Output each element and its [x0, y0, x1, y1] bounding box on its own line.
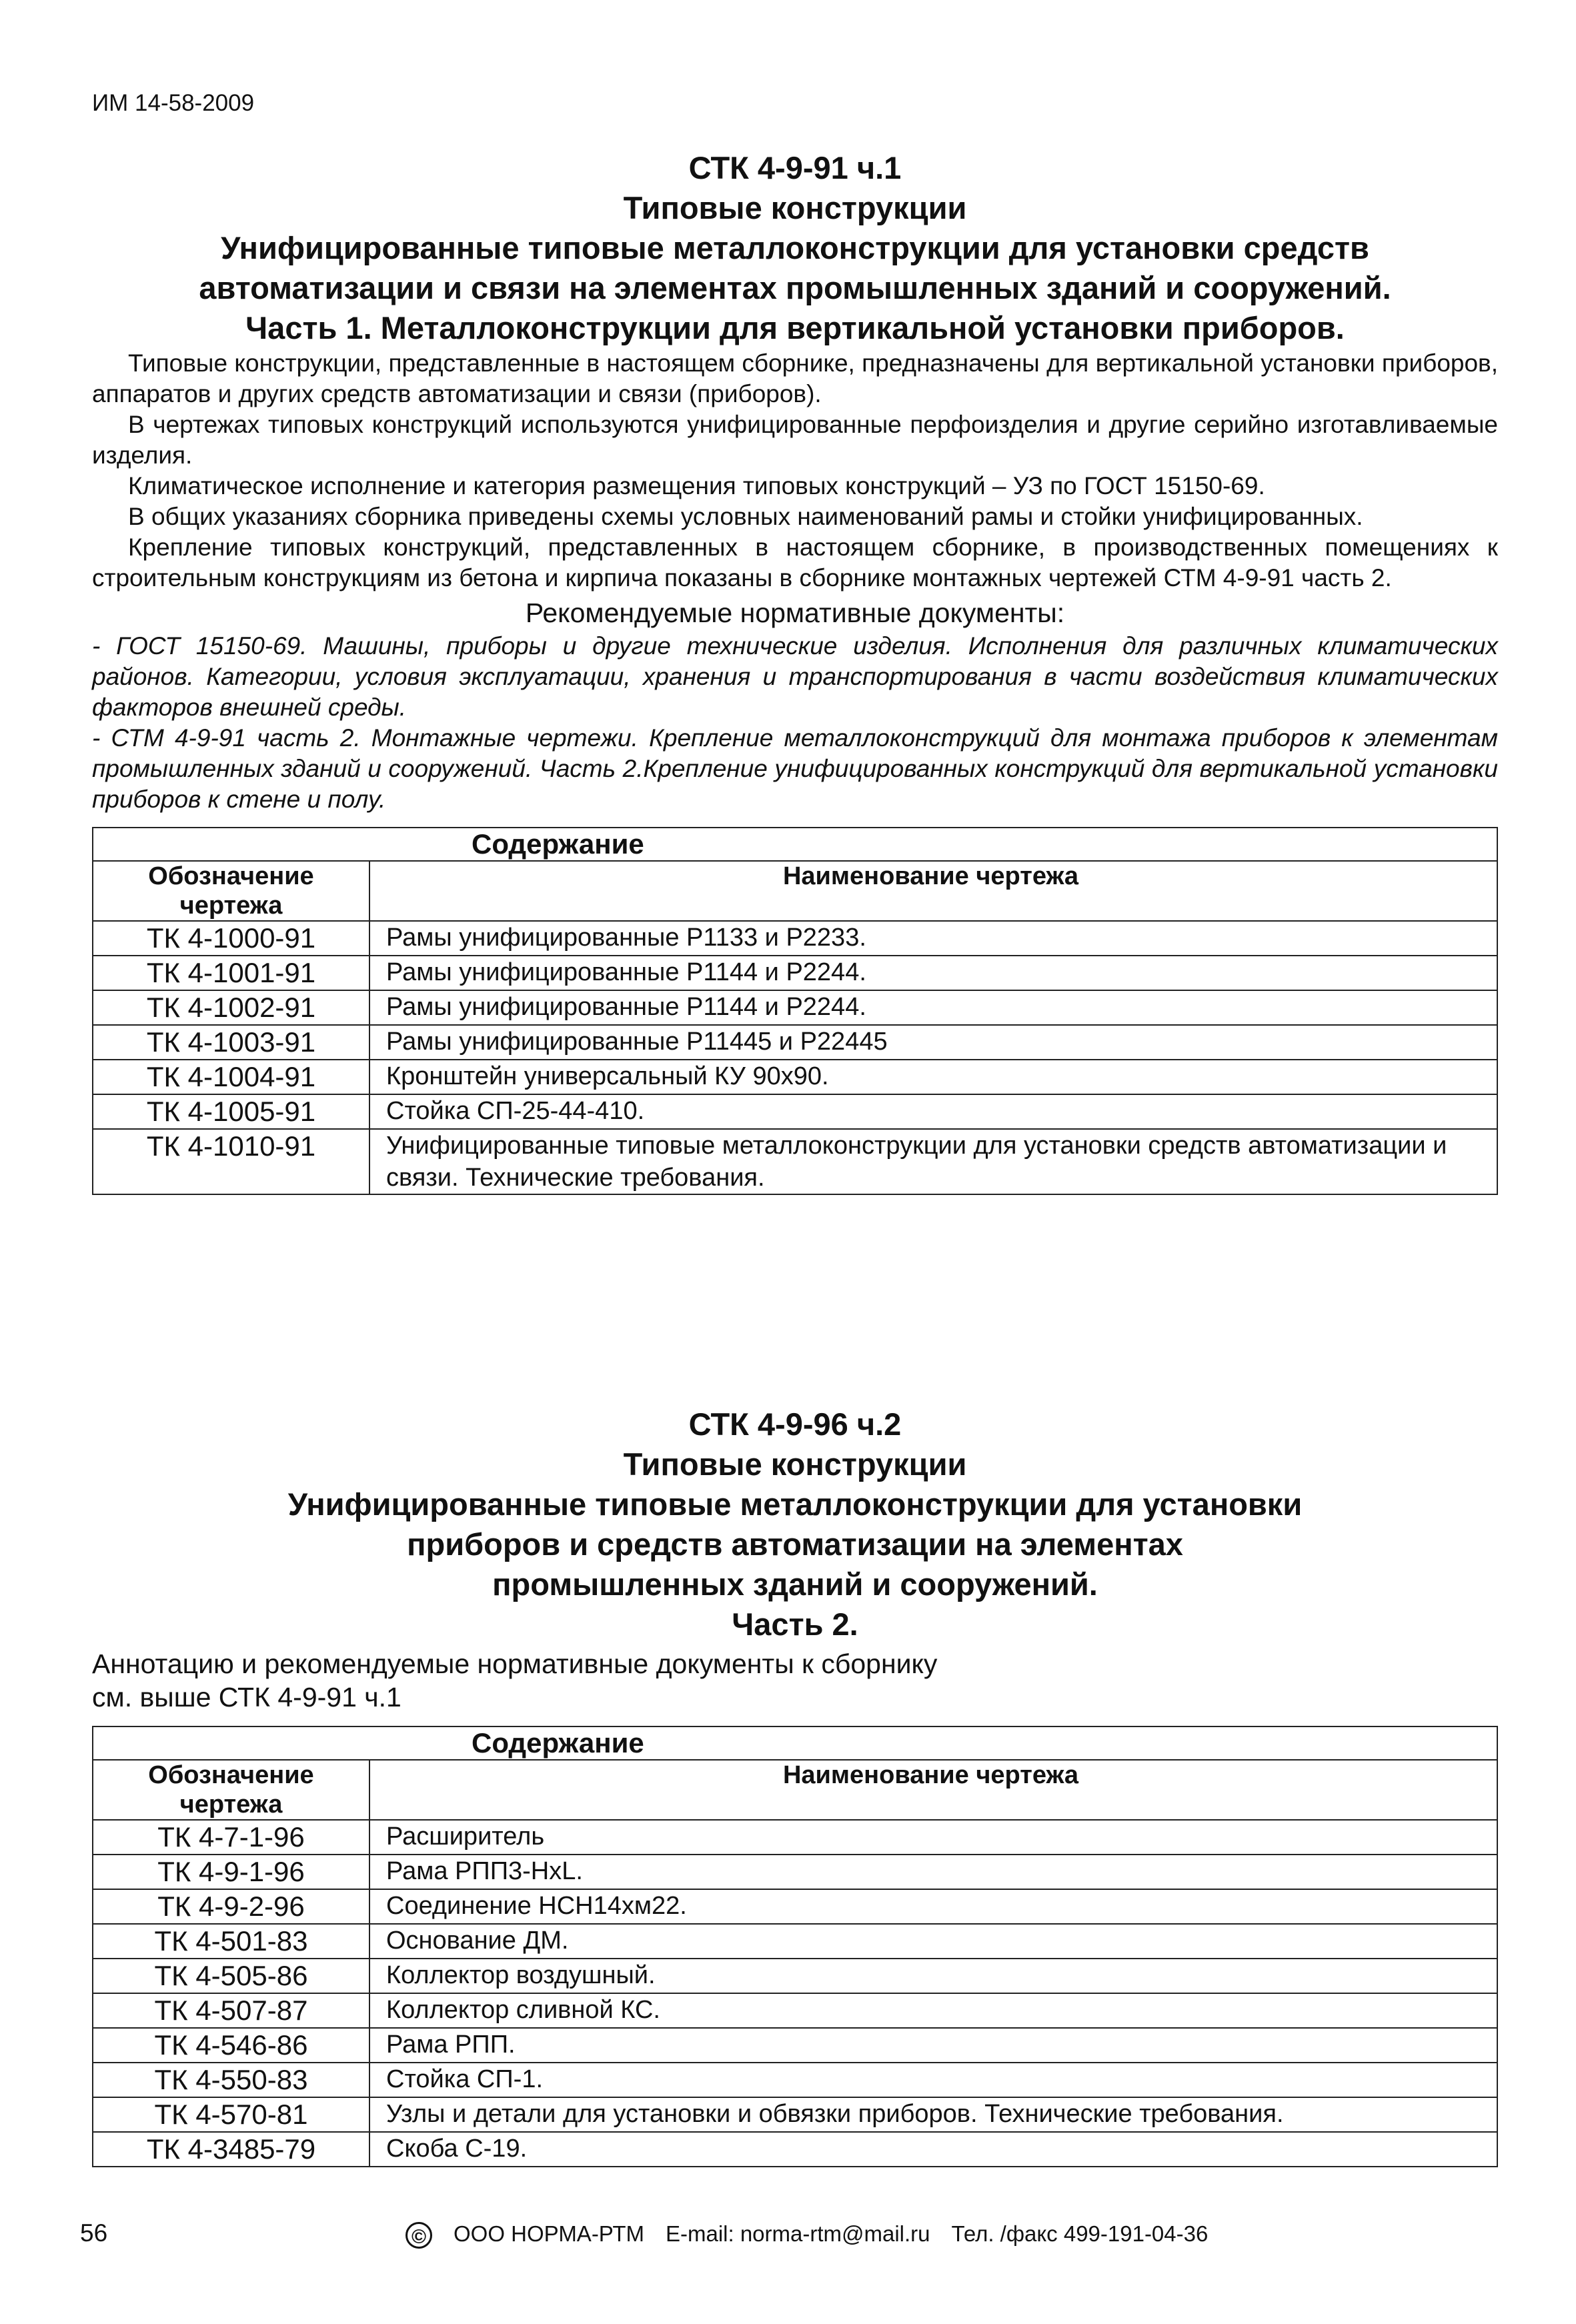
header-line: Типовые конструкции	[623, 190, 967, 225]
column-header-code: Обозначение чертежа	[93, 861, 369, 921]
contents-table	[92, 827, 1498, 1195]
table-caption: Содержание	[93, 1726, 1497, 1760]
drawing-name: Коллектор воздушный.	[369, 1959, 1497, 1993]
footer-email: E-mail: norma-rtm@mail.ru	[665, 2221, 930, 2246]
drawing-code: ТК 4-1005-91	[93, 1094, 369, 1129]
recommended-doc: - ГОСТ 15150-69. Машины, приборы и другие технические изделия. Исполнения для различных климатических районов. Категории, условия эксплуатации, хранения и транспортирования в части воздействия климатических факторов внешней среды.	[92, 632, 1498, 721]
table-row	[93, 1129, 1497, 1194]
paragraph: Типовые конструкции, представленные в настоящем сборнике, предназначены для вертикальной установки приборов, аппаратов и других средств автоматизации и связи (приборов).	[92, 349, 1498, 407]
drawing-code: ТК 4-1000-91	[93, 921, 369, 956]
drawing-code: ТК 4-9-2-96	[93, 1889, 369, 1924]
drawing-name: Рамы унифицированные Р1133 и Р2233.	[369, 921, 1497, 956]
drawing-name: Стойка СП-25-44-410.	[369, 1094, 1497, 1129]
drawing-name: Основание ДМ.	[369, 1924, 1497, 1959]
drawing-code: ТК 4-3485-79	[93, 2132, 369, 2167]
annotation-line: Аннотацию и рекомендуемые нормативные документы к сборнику	[92, 1648, 938, 1679]
drawing-code: ТК 4-1010-91	[93, 1129, 369, 1194]
table-row	[93, 1025, 1497, 1060]
header-line: Типовые конструкции	[623, 1446, 967, 1482]
header-line: приборов и средств автоматизации на элементах	[407, 1526, 1183, 1562]
drawing-code: ТК 4-1003-91	[93, 1025, 369, 1060]
table-row	[93, 2063, 1497, 2097]
paragraph: В общих указаниях сборника приведены схемы условных наименований рамы и стойки унифицированных.	[128, 503, 1363, 530]
table-row	[93, 990, 1497, 1025]
section-header	[92, 1404, 1498, 1644]
drawing-code: ТК 4-570-81	[93, 2097, 369, 2132]
table-row	[93, 1820, 1497, 1855]
recommended-doc: - СТМ 4-9-91 часть 2. Монтажные чертежи. Крепление металлоконструкций для монтажа приборов к элементам промышленных зданий и сооружений. Часть 2.Крепление унифицированных конструкций для вертикальной установки приборов к стене и полу.	[92, 724, 1498, 813]
drawing-name: Унифицированные типовые металлоконструкции для установки средств автоматизации и связи. Технические требования.	[369, 1129, 1497, 1194]
column-header-name: Наименование чертежа	[369, 861, 1497, 921]
drawing-name: Рамы унифицированные Р11445 и Р22445	[369, 1025, 1497, 1060]
footer-phone: Тел. /факс 499-191-04-36	[951, 2221, 1209, 2246]
header-line: Часть 2.	[732, 1606, 858, 1642]
drawing-code: ТК 4-9-1-96	[93, 1855, 369, 1889]
section-stk-4-9-96	[92, 1404, 1498, 2167]
column-header-code: Обозначение чертежа	[93, 1760, 369, 1820]
header-line: СТК 4-9-91 ч.1	[688, 150, 902, 185]
table-row	[93, 1993, 1497, 2028]
paragraph: Крепление типовых конструкций, представленных в настоящем сборнике, в производственных помещениях к строительным конструкциям из бетона и кирпича показаны в сборнике монтажных чертежей СТМ 4-9-91 часть 2.	[92, 533, 1498, 592]
footer-copyright	[406, 2221, 1229, 2249]
annotation-line: см. выше СТК 4-9-91 ч.1	[92, 1682, 402, 1712]
table-row	[93, 2132, 1497, 2167]
table-row	[93, 2097, 1497, 2132]
header-line: Унифицированные типовые металлоконструкции для установки	[287, 1486, 1303, 1522]
drawing-name: Соединение НСН14хм22.	[369, 1889, 1497, 1924]
section-stk-4-9-91	[92, 148, 1498, 1195]
table-row	[93, 2028, 1497, 2063]
drawing-code: ТК 4-7-1-96	[93, 1820, 369, 1855]
drawing-code: ТК 4-1001-91	[93, 956, 369, 990]
document-code: ИМ 14-58-2009	[92, 90, 255, 116]
drawing-name: Рамы унифицированные Р1144 и Р2244.	[369, 956, 1497, 990]
paragraph: Климатическое исполнение и категория размещения типовых конструкций – УЗ по ГОСТ 15150-69.	[128, 472, 1265, 499]
table-row	[93, 921, 1497, 956]
table-caption: Содержание	[93, 828, 1497, 861]
page-number: 56	[80, 2219, 108, 2247]
table-row	[93, 1855, 1497, 1889]
drawing-name: Кронштейн универсальный КУ 90х90.	[369, 1060, 1497, 1094]
table-row	[93, 1060, 1497, 1094]
drawing-code: ТК 4-1004-91	[93, 1060, 369, 1094]
header-line: Часть 1. Металлоконструкции для вертикальной установки приборов.	[245, 310, 1345, 345]
header-line: промышленных зданий и сооружений.	[492, 1566, 1098, 1602]
contents-table	[92, 1726, 1498, 2167]
copyright-icon: ©	[406, 2222, 432, 2249]
drawing-code: ТК 4-507-87	[93, 1993, 369, 2028]
table-row	[93, 1889, 1497, 1924]
drawing-name: Скоба С-19.	[369, 2132, 1497, 2167]
drawing-name: Расширитель	[369, 1820, 1497, 1855]
recommended-docs-title: Рекомендуемые нормативные документы:	[525, 598, 1065, 628]
header-line: Унифицированные типовые металлоконструкции для установки средств	[221, 230, 1369, 265]
table-row	[93, 1924, 1497, 1959]
header-line: СТК 4-9-96 ч.2	[688, 1406, 902, 1442]
drawing-name: Рамы унифицированные Р1144 и Р2244.	[369, 990, 1497, 1025]
drawing-name: Стойка СП-1.	[369, 2063, 1497, 2097]
drawing-code: ТК 4-505-86	[93, 1959, 369, 1993]
drawing-name: Коллектор сливной КС.	[369, 1993, 1497, 2028]
drawing-code: ТК 4-546-86	[93, 2028, 369, 2063]
drawing-name: Узлы и детали для установки и обвязки приборов. Технические требования.	[369, 2097, 1497, 2132]
table-row	[93, 1959, 1497, 1993]
company-name: ООО НОРМА-РТМ	[454, 2221, 644, 2246]
drawing-name: Рама РПП.	[369, 2028, 1497, 2063]
drawing-code: ТК 4-1002-91	[93, 990, 369, 1025]
drawing-name: Рама РПП3-НхL.	[369, 1855, 1497, 1889]
paragraph: В чертежах типовых конструкций используются унифицированные перфоизделия и другие серийно изготавливаемые изделия.	[92, 411, 1498, 469]
drawing-code: ТК 4-501-83	[93, 1924, 369, 1959]
section-header	[92, 148, 1498, 348]
drawing-code: ТК 4-550-83	[93, 2063, 369, 2097]
table-row	[93, 956, 1497, 990]
header-line: автоматизации и связи на элементах промышленных зданий и сооружений.	[199, 270, 1391, 305]
column-header-name: Наименование чертежа	[369, 1760, 1497, 1820]
table-row	[93, 1094, 1497, 1129]
